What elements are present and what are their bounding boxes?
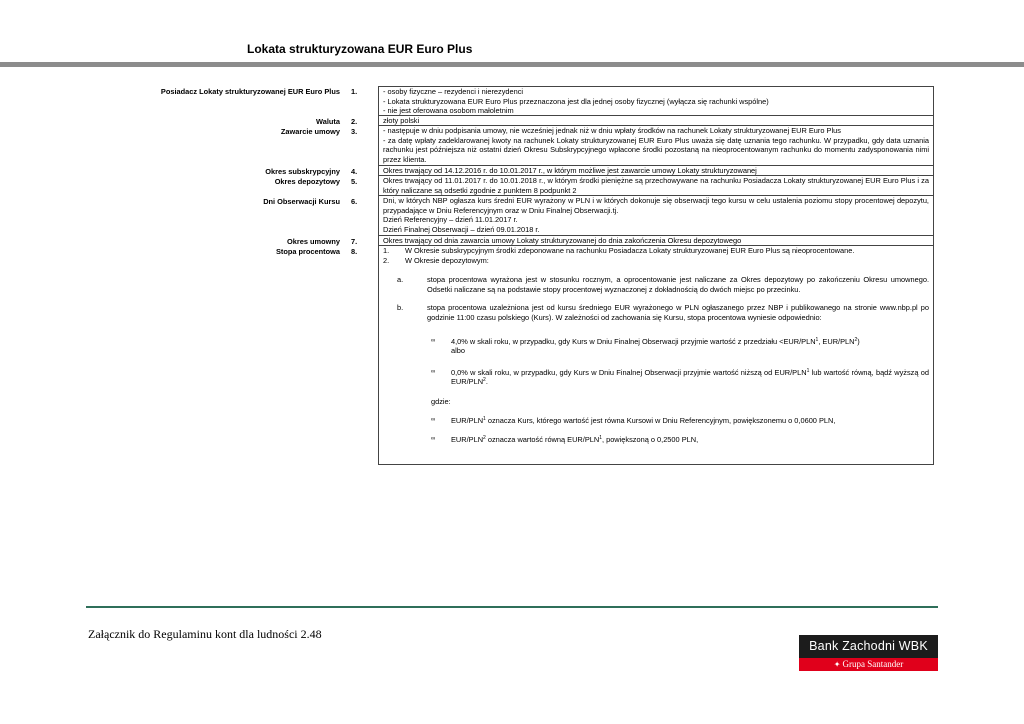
row-label: Okres umowny (287, 237, 340, 246)
rate-item (383, 256, 929, 266)
row-number: 3. (351, 127, 358, 136)
bullet-text (451, 435, 929, 445)
row-number: 8. (351, 247, 358, 256)
sub-letter: a. (397, 275, 404, 285)
bullet-text-part: , EUR/PLN (818, 336, 855, 346)
content-line: złoty polski (383, 116, 420, 125)
row-label: Stopa procentowa (275, 247, 340, 256)
superscript: 1 (806, 367, 810, 374)
superscript: 1 (483, 415, 486, 422)
bullet-icon: ∞ (431, 416, 436, 423)
bullet-text-part: oznacza Kurs, którego wartość jest równa Kursowi w Dniu Referencyjnym, powiększonemu o 0,0600 PLN, (485, 415, 836, 425)
content-line: - następuje w dniu podpisania umowy, nie wcześniej jednak niż w dniu wpłaty środków na rachunek Lokaty strukturyzowanej EUR Euro Plus (383, 126, 841, 135)
content-line: Okres trwający od 11.01.2017 r. do 10.01.2018 r., w którym środki pieniężne są przechowywane na rachunku Posiadacza Lokaty strukturyzowanej EUR Euro Plus i za który naliczane są odsetki zgodnie z punktem 8 podpunkt 2 (383, 176, 929, 195)
row-content (378, 126, 934, 166)
bullet-text-part: EUR/PLN (451, 435, 484, 445)
content-line: Dni, w których NBP ogłasza kurs średni EUR wyrażony w PLN i w których dokonuje się obserwacji tego kursu w celu ustalenia poziomu stopy procentowej depozytu, przypadające w Dniu Referencyjnym oraz w Dniu Finalnej Obserwacji.tj. (383, 196, 929, 215)
row-label: Waluta (316, 117, 340, 126)
item-text: W Okresie subskrypcyjnym środki zdeponowane na rachunku Posiadacza Lokaty strukturyzowanej EUR Euro Plus są nieoprocentowane. (405, 246, 855, 255)
bullet-text-part: albo (451, 346, 465, 356)
bullet-text-part: 0,0% w skali roku, w przypadku, gdy Kurs w Dniu Finalnej Obserwacji przyjmie wartość niższą od EUR/PLN (451, 367, 807, 377)
gdzie-label: gdzie: (431, 396, 451, 406)
row-label: Okres depozytowy (274, 177, 340, 186)
content-line: Okres trwający od 14.12.2016 r. do 10.01.2017 r., w którym możliwe jest zawarcie umowy Lokaty strukturyzowanej (383, 166, 757, 175)
bullet-text-part: ) (857, 336, 860, 346)
row-number: 2. (351, 117, 358, 126)
bullet-text-part: . (485, 377, 488, 387)
sub-item-a (383, 275, 929, 294)
bullet-text-part: oznacza wartość równą EUR/PLN (485, 435, 600, 445)
bullet-text-part: EUR/PLN (451, 415, 484, 425)
item-index: 1. (383, 246, 390, 255)
row-content (378, 116, 934, 126)
content-line: - za datę wpłaty zadeklarowanej kwoty na rachunek Lokaty strukturyzowanej EUR Euro Plus uważa się datę uznania tego rachunku. W przypadku, gdy data uznania rachunku jest późniejsza niż ostatni dzień Okresu Subskrypcyjnego wpłacone środki pozostaną na nieoprocentowanym rachunku do momentu zadysponowania nimi przez klienta. (383, 135, 929, 164)
sub-text: stopa procentowa wyrażona jest w stosunku rocznym, a oprocentowanie jest naliczane za Okres depozytowy po zakończeniu Okresu umownego. Odsetki naliczane są na podstawie stopy procentowej wyznaczonej z dokładnością do dwóch miejsc po przecinku. (427, 275, 929, 294)
row-number: 4. (351, 167, 358, 176)
sub-text: stopa procentowa uzależniona jest od kursu średniego EUR wyrażonego w PLN ogłaszanego przez NBP i publikowanego na stronie www.nbp.pl po godzinie 11:00 czasu polskiego (Kurs). W zależności od zachowania się Kursu, stopa procentowa wyniesie odpowiednio: (427, 303, 929, 322)
bullet-item (383, 416, 929, 426)
content-line: - Lokata strukturyzowana EUR Euro Plus przeznaczona jest dla jednej osoby fizycznej (wyłącza się rachunki wspólne) (383, 96, 769, 106)
sub-item-b (383, 303, 929, 322)
bank-logo (799, 635, 938, 671)
content-line: Dzień Referencyjny – dzień 11.01.2017 r. (383, 215, 518, 225)
bullet-item (383, 368, 929, 387)
title-divider (0, 62, 1024, 67)
logo-bank-name: Bank Zachodni WBK (799, 635, 938, 658)
row-number: 5. (351, 177, 358, 186)
superscript: 2 (483, 435, 486, 442)
row-content (378, 166, 934, 176)
item-index: 2. (383, 255, 390, 265)
bullet-text-part: , powiększoną o 0,2500 PLN, (601, 435, 699, 445)
superscript: 2 (854, 336, 858, 343)
content-line: Okres trwający od dnia zawarcia umowy Lokaty strukturyzowanej do dnia zakończenia Okresu depozytowego (383, 236, 742, 245)
bullet-text-part: 4,0% w skali roku, w przypadku, gdy Kurs w Dniu Finalnej Obserwacji przyjmie wartość z przedziału <EUR/PLN (451, 336, 816, 346)
row-content (378, 196, 934, 236)
sub-letter: b. (397, 303, 404, 313)
row-number: 7. (351, 237, 358, 246)
superscript: 1 (815, 336, 819, 343)
bullet-item (383, 435, 929, 445)
row-label: Okres subskrypcyjny (265, 167, 340, 176)
bullet-text-part: lub wartość równą, bądź wyższą od EUR/PLN (451, 367, 929, 387)
row-label: Zawarcie umowy (280, 127, 340, 136)
footer-text: Załącznik do Regulaminu kont dla ludności 2.48 (88, 627, 322, 641)
bullet-text (451, 337, 929, 356)
item-text: W Okresie depozytowym: (405, 255, 489, 265)
row-content (378, 176, 934, 196)
flame-icon: ✦ (833, 660, 841, 669)
content-line: - nie jest oferowana osobom małoletnim (383, 106, 514, 116)
content-line: - osoby fizyczne – rezydenci i nierezydenci (383, 87, 524, 96)
superscript: 2 (483, 377, 486, 384)
bullet-text (451, 416, 929, 426)
bullet-icon: ∞ (431, 436, 436, 443)
bullet-icon: ∞ (431, 337, 436, 344)
row-number: 1. (351, 87, 358, 96)
row-label: Posiadacz Lokaty strukturyzowanej EUR Euro Plus (160, 87, 340, 96)
logo-group-name (799, 658, 938, 671)
content-line: Dzień Finalnej Obserwacji – dzień 09.01.2018 r. (383, 224, 540, 234)
row-label: Dni Obserwacji Kursu (263, 197, 340, 206)
superscript: 1 (599, 435, 602, 442)
row-content (378, 246, 934, 465)
row-content (378, 86, 934, 116)
row-number: 6. (351, 197, 358, 206)
logo-group-text: Grupa Santander (842, 659, 904, 669)
page-title: Lokata strukturyzowana EUR Euro Plus (247, 42, 473, 56)
bullet-icon: ∞ (431, 368, 436, 375)
footer-divider (86, 606, 938, 608)
bullet-item (383, 337, 929, 356)
rate-item (383, 246, 929, 256)
bullet-text (451, 368, 929, 387)
row-content (378, 236, 934, 246)
